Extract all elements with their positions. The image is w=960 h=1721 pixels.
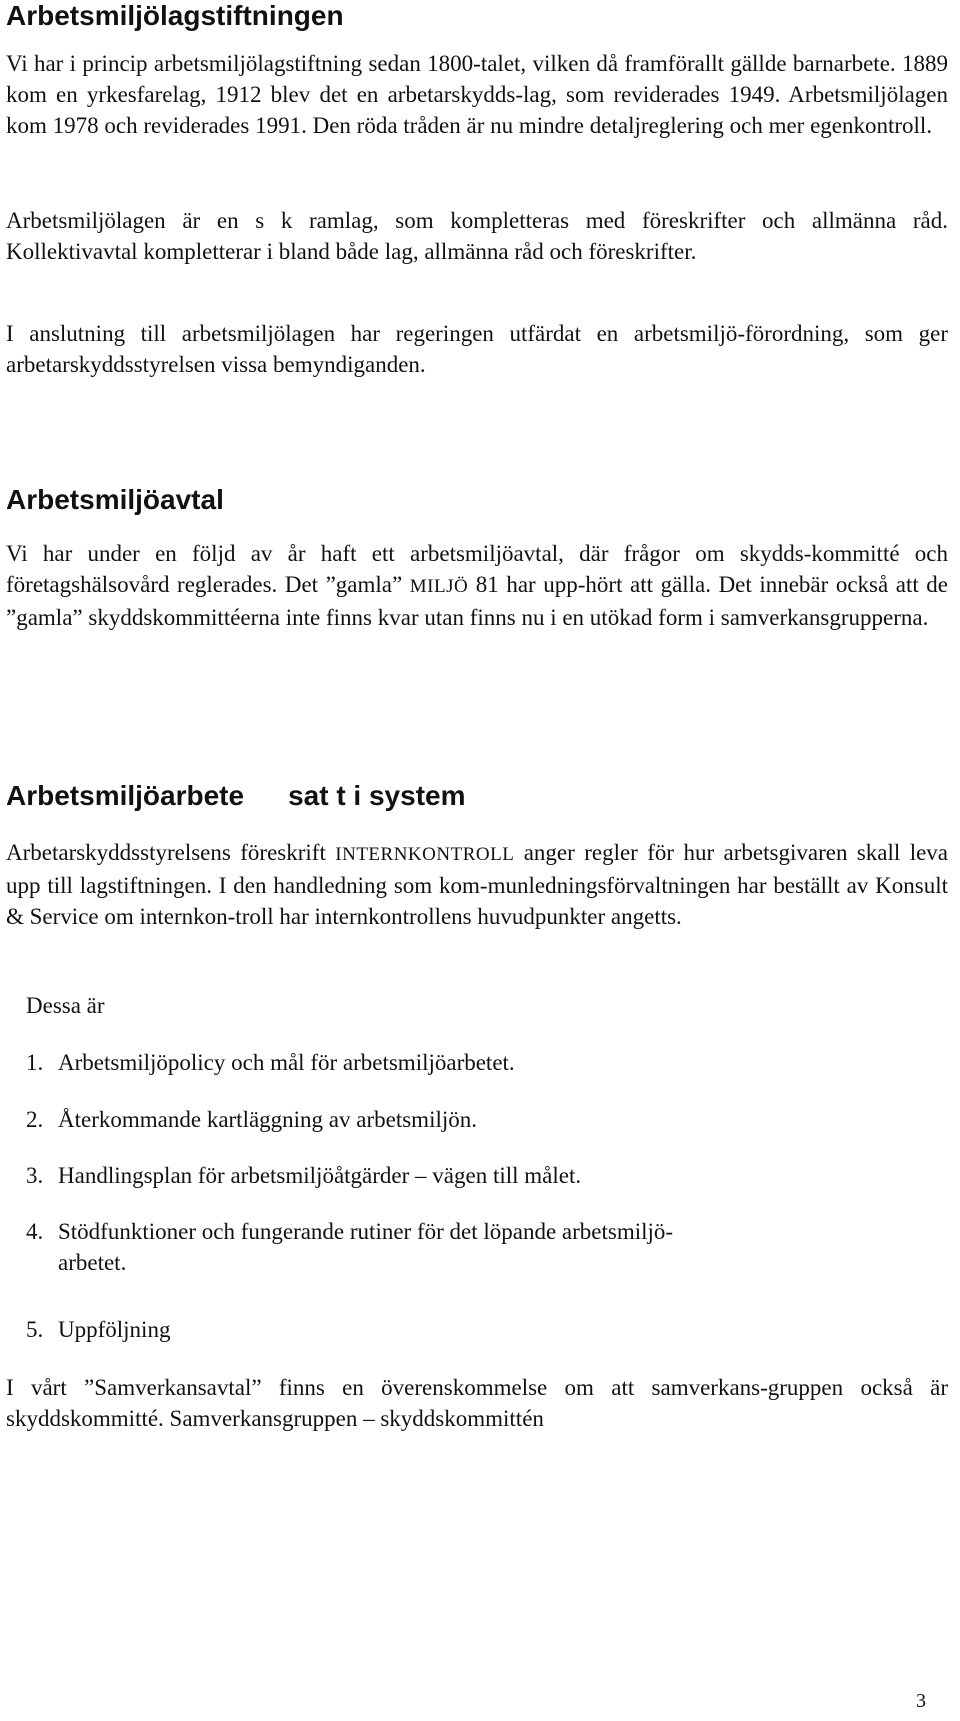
heading-part: Arbetsmiljöarbete [6, 780, 245, 811]
section3-paragraph [6, 837, 948, 932]
paragraph-text [6, 837, 948, 932]
dessa-label: Dessa är [26, 993, 105, 1018]
section1-paragraph-3 [6, 318, 948, 380]
paragraph-text [6, 538, 948, 633]
text-run: Arbetarskyddsstyrelsens föreskrift [6, 840, 326, 865]
closing-paragraph [6, 1372, 948, 1434]
section-heading-arbetsmiljoarbete [6, 780, 466, 812]
section1-paragraph-2 [6, 205, 948, 267]
smallcaps-term: MILJÖ [409, 576, 469, 597]
list-text: Återkommande kartläggning av arbetsmiljön. [58, 1107, 477, 1132]
section-heading-arbetsmiljoavtal: Arbetsmiljöavtal [6, 484, 224, 515]
list-item [26, 1104, 926, 1135]
text-run: Vi har under en följd av år haft ett arbetsmiljöavtal, där frågor om skydds-kommitté och företagshälsovård reglerades. Det ”gamla” [6, 541, 948, 597]
list-number: 5. [26, 1317, 44, 1342]
list-number: 3. [26, 1163, 44, 1188]
page-number: 3 [916, 1690, 926, 1712]
heading-part: sat t i system [288, 780, 466, 811]
smallcaps-term: INTERNKONTROLL [335, 844, 515, 865]
list-text: Stödfunktioner och fungerande rutiner för det löpande arbetsmiljö- [58, 1219, 674, 1244]
section2-paragraph [6, 538, 948, 633]
list-text: Arbetsmiljöpolicy och mål för arbetsmiljöarbetet. [58, 1050, 515, 1075]
list-text: Handlingsplan för arbetsmiljöåtgärder – vägen till målet. [58, 1163, 582, 1188]
list-item [26, 1314, 926, 1345]
list-number: 2. [26, 1107, 44, 1132]
paragraph-text: I vårt ”Samverkansavtal” finns en överenskommelse om att samverkans-gruppen också är skyddskommitté. Samverkansgruppen – skyddskommittén [6, 1375, 948, 1431]
paragraph-text: Arbetsmiljölagen är en s k ramlag, som kompletteras med föreskrifter och allmänna råd. Kollektivavtal kompletterar i bland både lag, allmänna råd och föreskrifter. [6, 208, 948, 264]
text-run: anger regler för hur arbetsgivaren skall leva upp till lagstiftningen. I den handledning som kom-munledningsförvaltningen har beställt av Konsult & Service om internkon-troll har internkontrollens huvudpunkter angetts. [6, 840, 949, 929]
list-text: Uppföljning [58, 1317, 171, 1342]
paragraph-text: Vi har i princip arbetsmiljölagstiftning sedan 1800-talet, vilken då framförallt gällde barnarbete. 1889 kom en yrkesfarelag, 1912 blev det en arbetarskydds-lag, som reviderades 1949. Arbetsmiljölagen kom 1978 och reviderades 1991. Den röda tråden är nu mindre detaljreglering och mer egenkontroll. [6, 51, 948, 138]
list-number: 1. [26, 1050, 44, 1075]
list-item [26, 1047, 926, 1078]
section-heading-arbetsmiljolagstiftningen: Arbetsmiljölagstiftningen [6, 0, 344, 31]
list-number: 4. [26, 1219, 44, 1244]
list-item [26, 1216, 926, 1278]
section1-paragraph-1 [6, 48, 948, 141]
list-text-continuation: arbetet. [58, 1250, 127, 1275]
list-item [26, 1160, 926, 1191]
paragraph-text: I anslutning till arbetsmiljölagen har regeringen utfärdat en arbetsmiljö-förordning, som ger arbetarskyddsstyrelsen vissa bemyndiganden. [6, 321, 948, 377]
text-run: 81 har upp-hört att gälla. Det innebär också att de ”gamla” skyddskommittéerna inte finns kvar utan finns nu i en utökad form i samverkansgrupperna. [6, 572, 949, 630]
